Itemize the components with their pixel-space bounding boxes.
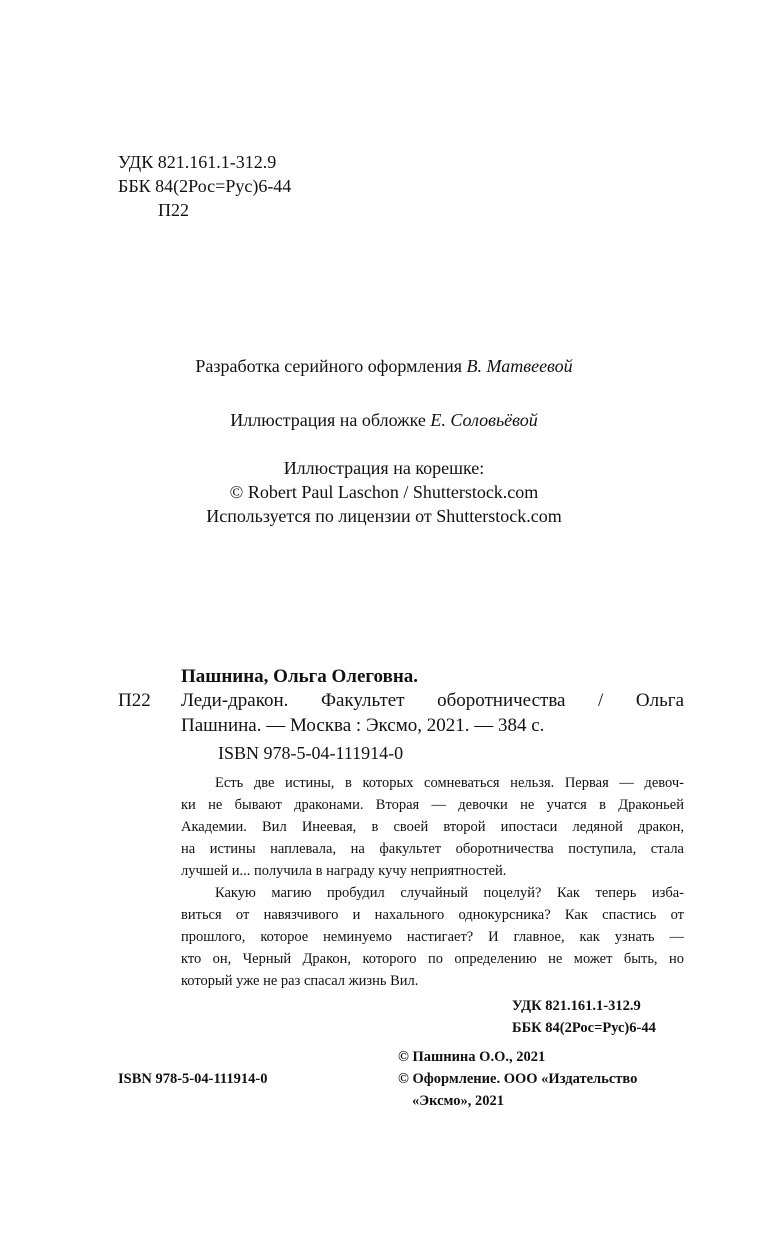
footer-isbn: ISBN 978-5-04-111914-0 xyxy=(118,1071,268,1087)
spine-illustration-credit xyxy=(0,456,768,528)
annotation-line: кто он, Черный Дракон, которого по определению не может быть, но xyxy=(181,951,684,967)
bbk-code: ББК 84(2Рос=Рус)6-44 xyxy=(118,176,292,196)
annotation-line: Какую магию пробудил случайный поцелуй? Как теперь изба- xyxy=(215,885,684,901)
cover-illustration-text: Иллюстрация на обложке xyxy=(230,410,431,430)
copyright-block xyxy=(398,1046,637,1112)
copyright-design: © Оформление. ООО «Издательство xyxy=(398,1071,638,1087)
annotation-line: Академии. Вил Инеевая, в своей второй ипостаси ледяной дракон, xyxy=(181,819,684,835)
annotation-line: ки не бывают драконами. Вторая — девочки не учатся в Драконьей xyxy=(181,797,684,813)
top-codes xyxy=(118,150,291,222)
bib-title-line1: Леди-дракон. Факультет оборотничества / Ольга xyxy=(181,690,684,711)
annotation-line: лучшей и... получила в награду кучу неприятностей. xyxy=(181,863,507,879)
bib-title-block xyxy=(181,688,684,738)
series-designer-name: В. Матвеевой xyxy=(466,356,573,376)
annotation-codes xyxy=(400,995,684,1039)
bib-mark: П22 xyxy=(118,690,151,711)
annotation-udk: УДК 821.161.1-312.9 xyxy=(512,998,641,1014)
bib-title-line2: Пашнина. — Москва : Эксмо, 2021. — 384 с. xyxy=(181,715,545,736)
annotation-bbk: ББК 84(2Рос=Рус)6-44 xyxy=(512,1020,656,1036)
annotation-paragraph-1 xyxy=(181,772,684,882)
series-design-credit xyxy=(0,354,768,378)
annotation-line: виться от навязчивого и нахального однокурсника? Как спастись от xyxy=(181,907,684,923)
annotation-line: Есть две истины, в которых сомневаться нельзя. Первая — девоч- xyxy=(215,775,684,791)
spine-credit-line1: Иллюстрация на корешке: xyxy=(283,458,485,478)
cover-illustration-credit xyxy=(0,408,768,432)
cover-illustrator-name: Е. Соловьёвой xyxy=(430,410,538,430)
copyright-author: © Пашнина О.О., 2021 xyxy=(398,1049,546,1065)
bib-isbn: ISBN 978-5-04-111914-0 xyxy=(218,743,404,763)
annotation-line: на истины наплевала, на факультет оборотничества поступила, стала xyxy=(181,841,684,857)
author-heading: Пашнина, Ольга Олеговна. xyxy=(181,666,419,687)
annotation-line: прошлого, которое неминуемо настигает? И главное, как узнать — xyxy=(181,929,684,945)
spine-credit-line3: Используется по лицензии от Shutterstock.com xyxy=(206,506,562,526)
author-mark: П22 xyxy=(158,200,189,220)
annotation-paragraph-2 xyxy=(181,882,684,992)
series-design-text: Разработка серийного оформления xyxy=(195,356,467,376)
udk-code: УДК 821.161.1-312.9 xyxy=(118,152,277,172)
spine-credit-line2: © Robert Paul Laschon / Shutterstock.com xyxy=(229,482,539,502)
annotation xyxy=(181,772,684,992)
copyright-publisher: «Эксмо», 2021 xyxy=(412,1093,504,1109)
annotation-line: который уже не раз спасал жизнь Вил. xyxy=(181,973,419,989)
